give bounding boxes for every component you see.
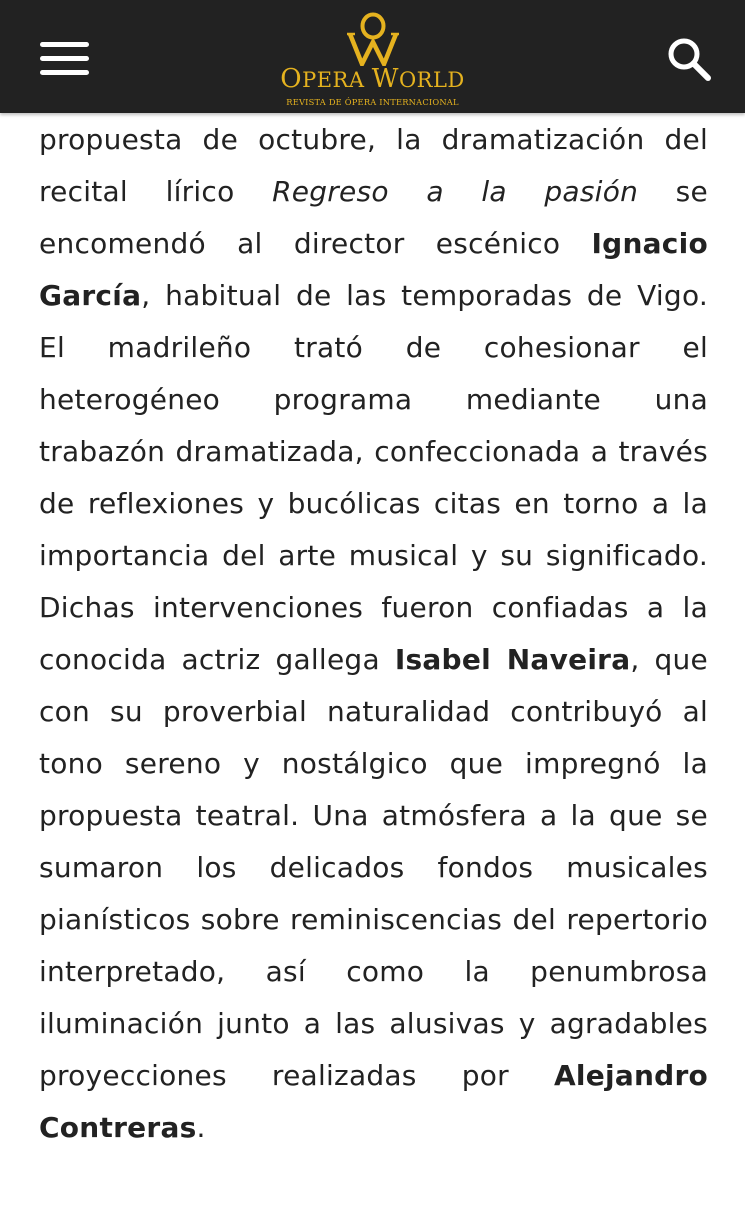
article-text: propuesta de octubre, la dramatización del recital lírico <box>39 123 708 208</box>
logo-title: OPERA WORLD <box>280 64 465 94</box>
person-name: Ignacio García <box>39 227 708 312</box>
article-text: . <box>196 1111 206 1144</box>
site-logo[interactable] <box>270 10 475 110</box>
hamburger-line <box>40 42 89 47</box>
hamburger-line <box>40 56 89 61</box>
person-name: Alejandro Contreras <box>39 1059 708 1144</box>
article-text: , que con su proverbial naturalidad contribuyó al tono sereno y nostálgico que impregnó la propuesta teatral. Una atmósfera a la que se sumaron los delicados fondos musicales pianísticos sobre reminiscencias del repertorio interpretado, así como la penumbrosa iluminación junto a las alusivas y agradables proyecciones realizadas por <box>39 643 708 1092</box>
site-header <box>0 0 745 113</box>
logo-subtitle: REVISTA DE ÓPERA INTERNACIONAL <box>286 97 459 107</box>
article-text: , habitual de las temporadas de Vigo. El madrileño trató de cohesionar el heterogéneo programa mediante una trabazón dramatizada, confeccionada a través de reflexiones y bucólicas citas en torno a la importancia del arte musical y su significado. Dichas intervenciones fueron confiadas a la conocida actriz gallega <box>39 279 708 676</box>
article-paragraph <box>39 114 708 1154</box>
hamburger-line <box>40 70 89 75</box>
person-name: Isabel Naveira <box>394 643 631 676</box>
hamburger-menu-icon[interactable] <box>40 40 90 76</box>
ow-monogram-icon <box>347 12 399 66</box>
search-icon[interactable] <box>666 36 712 82</box>
recital-title: Regreso a la pasión <box>272 175 639 208</box>
article-text: se encomendó al director escénico <box>39 175 709 260</box>
